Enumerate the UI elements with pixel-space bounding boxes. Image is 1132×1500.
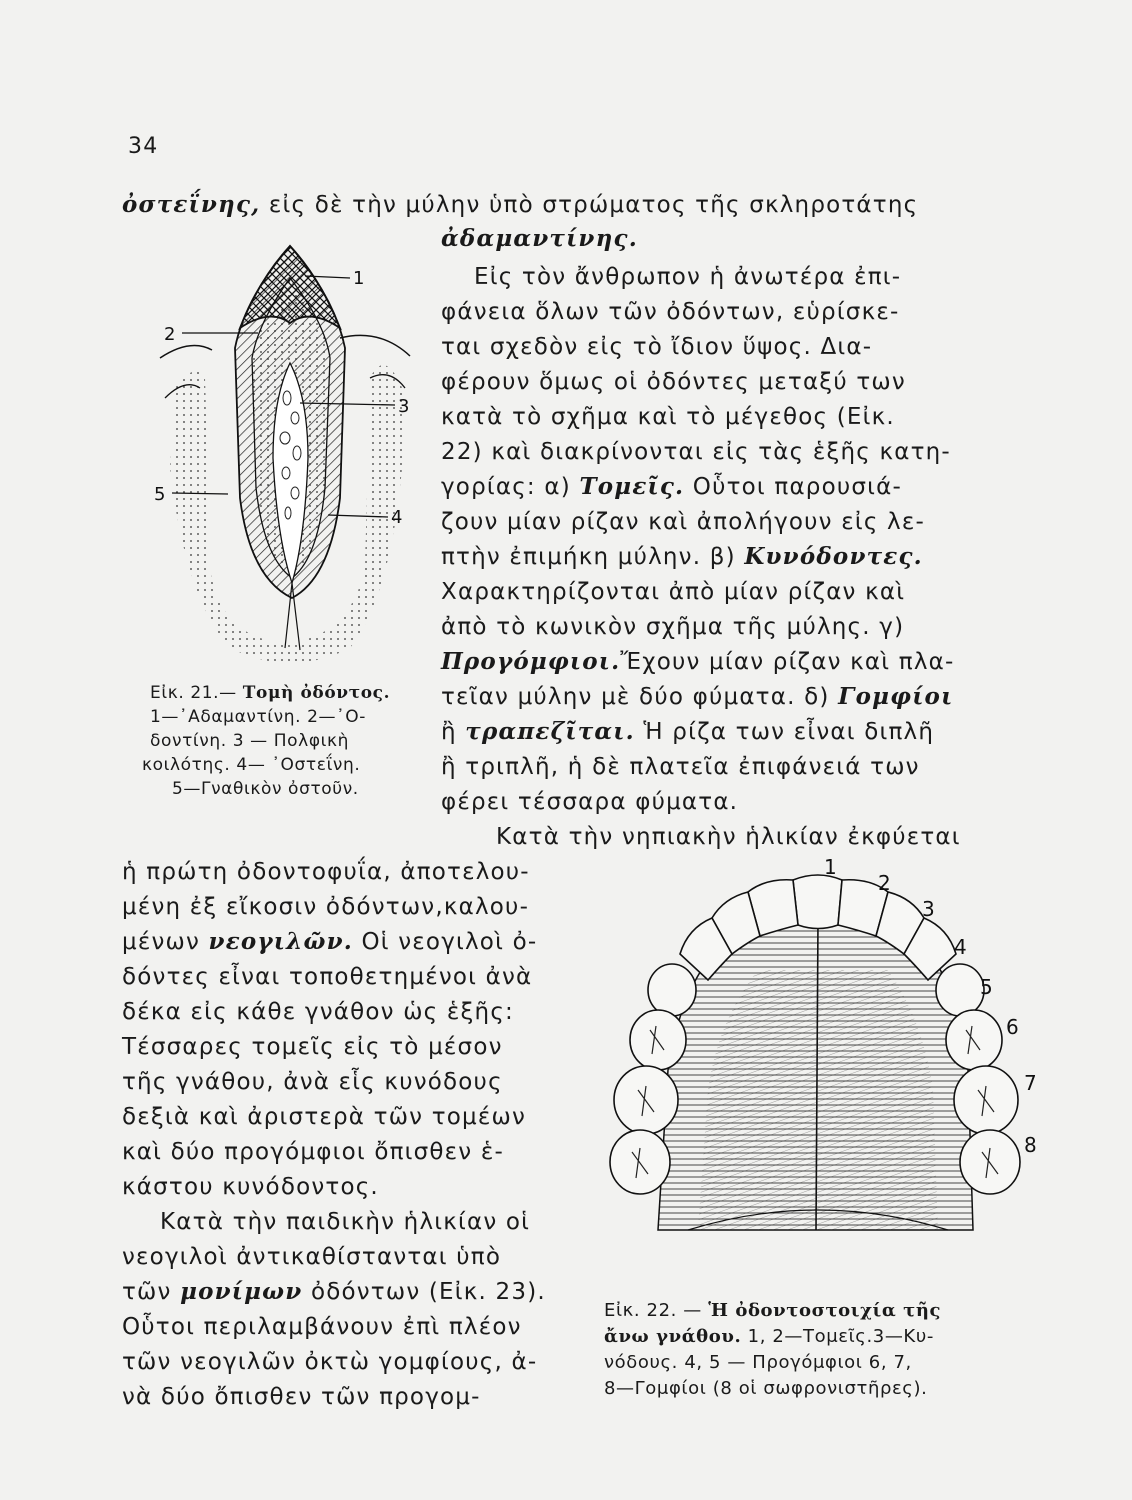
bold-term: μονίμων xyxy=(180,1278,303,1305)
tooth-section-figure xyxy=(140,238,430,678)
text-line-l1: ἡ πρώτη ὀδοντοφυΐα, ἀποτελου- xyxy=(122,859,530,885)
text-line-r1: Εἰς τὸν ἄνθρωπον ἡ ἀνωτέρα ἐπι- xyxy=(474,264,902,290)
text-line-r10: Χαρακτηρίζονται ἀπὸ μίαν ρίζαν καὶ xyxy=(441,579,906,605)
fig21-caption-line: Εἰκ. 21.— Τομὴ ὀδόντος. xyxy=(150,683,391,703)
text-line-l12: νεογιλοὶ ἀντικαθίστανται ὑπὸ xyxy=(122,1244,502,1270)
text-line-r17: Κατὰ τὴν νηπιακὴν ἡλικίαν ἐκφύεται xyxy=(496,824,961,850)
text-line-l6: Τέσσαρες τομεῖς εἰς τὸ μέσον xyxy=(122,1034,503,1060)
figure-label: 5 xyxy=(154,484,166,505)
figure-label: 2 xyxy=(164,324,176,345)
text-line-l7: τῆς γνάθου, ἀνὰ εἷς κυνόδους xyxy=(122,1069,503,1095)
figure-label: 6 xyxy=(1006,1015,1019,1039)
text-line-r5: κατὰ τὸ σχῆμα καὶ τὸ μέγεθος (Εἰκ. xyxy=(441,404,895,430)
text-line-r16: φέρει τέσσαρα φύματα. xyxy=(441,789,739,815)
text-line-l13: τῶν μονίμων ὀδόντων (Εἰκ. 23). xyxy=(122,1278,546,1305)
figure-label: 7 xyxy=(1024,1071,1037,1095)
bold-term: Τομεῖς. xyxy=(579,473,685,500)
text-line-top-2: ἀδαμαντίνης. xyxy=(441,225,638,252)
fig21-caption-line: 5—Γναθικὸν ὀστοῦν. xyxy=(172,779,359,799)
text-line-l11: Κατὰ τὴν παιδικὴν ἡλικίαν οἱ xyxy=(160,1209,531,1235)
text-line-r9: πτὴν ἐπιμήκη μύλην. β) Κυνόδοντες. xyxy=(441,543,923,570)
caption-title: Ἡ ὀδοντοστοιχία τῆς xyxy=(708,1300,942,1321)
text-line-l4: δόντες εἶναι τοποθετημένοι ἀνὰ xyxy=(122,964,533,990)
bold-term: Κυνόδοντες. xyxy=(744,543,923,570)
figure-label: 3 xyxy=(398,396,410,417)
text-line-r15: ἢ τριπλῆ, ἡ δὲ πλατεῖα ἐπιφάνειά των xyxy=(441,754,920,780)
fig21-caption-line: κοιλότης. 4— ᾽Οστεΐνη. xyxy=(142,755,361,775)
figure-label: 1 xyxy=(353,268,365,289)
bold-term: Προγόμφιοι. xyxy=(441,648,621,675)
text-line-r2: φάνεια ὅλων τῶν ὀδόντων, εὑρίσκε- xyxy=(441,299,900,325)
text-line-l3: μένων νεογιλῶν. Οἱ νεογιλοὶ ὀ- xyxy=(122,928,538,955)
text-line-l8: δεξιὰ καὶ ἀριστερὰ τῶν τομέων xyxy=(122,1104,527,1130)
text-line-r14: ἢ τραπεζῖται. Ἡ ρίζα των εἶναι διπλῆ xyxy=(441,718,935,745)
caption-title: Τομὴ ὀδόντος. xyxy=(242,683,391,703)
text-line-top-1: ὀστεΐνης, εἰς δὲ τὴν μύλην ὑπὸ στρώματος τῆς σκληροτάτης xyxy=(122,191,919,218)
figure-label: 8 xyxy=(1024,1133,1037,1157)
text-line-l9: καὶ δύο προγόμφιοι ὄπισθεν ἑ- xyxy=(122,1139,505,1165)
figure-label: 4 xyxy=(391,507,403,528)
text-line-l16: νὰ δύο ὄπισθεν τῶν προγομ- xyxy=(122,1384,481,1410)
text-line-l2: μένη ἐξ εἴκοσιν ὀδόντων,καλου- xyxy=(122,894,530,920)
text-line-r4: φέρουν ὅμως οἱ ὀδόντες μεταξύ των xyxy=(441,369,906,395)
fig22-caption-line: Εἰκ. 22. — Ἡ ὀδοντοστοιχία τῆς xyxy=(604,1300,942,1321)
fig21-caption-line: 1—᾽Αδαμαντίνη. 2—᾽Ο- xyxy=(150,707,366,727)
bold-term: Γομφίοι xyxy=(838,683,954,710)
text-line-r12: Προγόμφιοι.Ἔχουν μίαν ρίζαν καὶ πλα- xyxy=(441,648,955,675)
caption-title: ἄνω γνάθου. xyxy=(604,1326,742,1347)
text-line-l5: δέκα εἰς κάθε γνάθον ὡς ἑξῆς: xyxy=(122,999,514,1025)
text-line-r3: ται σχεδὸν εἰς τὸ ἴδιον ὕψος. Δια- xyxy=(441,334,873,360)
text-line-r13: τεῖαν μύλην μὲ δύο φύματα. δ) Γομφίοι xyxy=(441,683,954,710)
text-line-l15: τῶν νεογιλῶν ὀκτὼ γομφίους, ἀ- xyxy=(122,1349,538,1375)
fig22-caption-line: ἄνω γνάθου. 1, 2—Τομεῖς.3—Κυ- xyxy=(604,1326,934,1347)
figure-label: 3 xyxy=(922,897,935,921)
fig21-caption-line: δοντίνη. 3 — Πολφικὴ xyxy=(150,731,349,751)
text-line-l10: κάστου κυνόδοντος. xyxy=(122,1174,379,1200)
text-line-r11: ἀπὸ τὸ κωνικὸν σχῆμα τῆς μύλης. γ) xyxy=(441,614,905,640)
upper-jaw-dentition-figure xyxy=(588,850,1048,1260)
fig22-caption-line: νόδους. 4, 5 — Προγόμφιοι 6, 7, xyxy=(604,1352,912,1373)
page-number: 34 xyxy=(128,134,159,159)
figure-label: 1 xyxy=(824,855,837,879)
text-line-r7: γορίας: α) Τομεῖς. Οὗτοι παρουσιά- xyxy=(441,473,903,500)
figure-label: 2 xyxy=(878,871,891,895)
fig22-caption-line: 8—Γομφίοι (8 οἱ σωφρονιστῆρες). xyxy=(604,1378,928,1399)
bold-term: νεογιλῶν. xyxy=(208,928,353,955)
text-line-l14: Οὗτοι περιλαμβάνουν ἐπὶ πλέον xyxy=(122,1314,522,1340)
figure-label: 5 xyxy=(980,975,993,999)
bold-term: τραπεζῖται. xyxy=(465,718,635,745)
bold-term: ὀστεΐνης, xyxy=(122,191,261,218)
figure-label: 4 xyxy=(954,935,967,959)
text-line-r8: ζουν μίαν ρίζαν καὶ ἀπολήγουν εἰς λε- xyxy=(441,509,925,535)
text-line-r6: 22) καὶ διακρίνονται εἰς τὰς ἑξῆς κατη- xyxy=(441,439,951,465)
